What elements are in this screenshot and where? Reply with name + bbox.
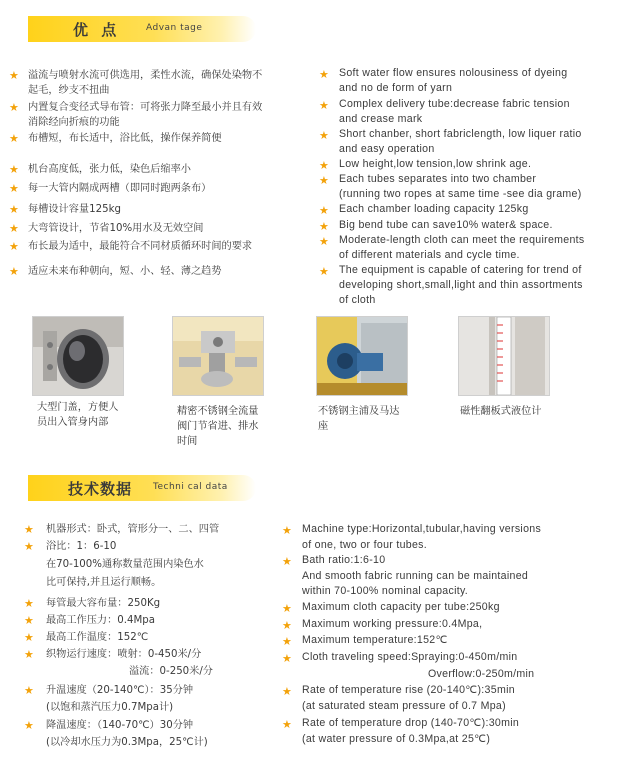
technical-zh-line: 织物运行速度：喷射：0-450米/分 [46, 649, 202, 660]
technical-en-line: Maximum working pressure:0.4Mpa, [302, 618, 483, 630]
advantage-zh-line: 布槽短，布长适中，浴比低，操作保养简便 [28, 133, 222, 144]
technical-zh-line: (以冷却水压力为0.3Mpa，25℃计) [46, 737, 208, 748]
advantage-en-line: Big bend tube can save10% water& space. [339, 219, 553, 231]
technical-en-line: Cloth traveling speed:Spraying:0-450m/min [302, 651, 518, 663]
star-icon: ★ [282, 602, 292, 615]
advantage-en-line: of different materials and cycle time. [339, 249, 520, 261]
advantage-en-line: (running two ropes at same time -see dia grame) [339, 188, 582, 200]
technical-en-line: Machine type:Horizontal,tubular,having versions [302, 523, 542, 535]
advantage-en-line: The equipment is capable of catering for trend of [339, 264, 582, 276]
advantage-zh-line: 大弯管设计，节省10%用水及无效空间 [28, 223, 204, 234]
technical-en-line: Maximum temperature:152℃ [302, 634, 448, 646]
advantages-banner [28, 16, 256, 42]
star-icon: ★ [319, 235, 329, 248]
star-icon: ★ [282, 718, 292, 731]
star-icon: ★ [282, 555, 292, 568]
photo-caption: 精密不锈钢全流量 [177, 406, 259, 417]
star-icon: ★ [9, 203, 19, 216]
technical-zh-line: 最高工作压力：0.4Mpa [46, 615, 156, 626]
star-icon: ★ [319, 265, 329, 278]
technical-title-en: Techni cal data [153, 482, 228, 492]
advantage-en-line: Moderate-length cloth can meet the requirements [339, 234, 585, 246]
technical-en-line: Bath ratio:1:6-10 [302, 554, 386, 566]
star-icon: ★ [24, 614, 34, 627]
advantage-en-line: and no de form of yarn [339, 82, 453, 94]
star-icon: ★ [282, 685, 292, 698]
technical-en-line: Maximum cloth capacity per tube:250kg [302, 601, 500, 613]
technical-en-line: of one, two or four tubes. [302, 539, 427, 551]
star-icon: ★ [9, 182, 19, 195]
advantage-en-line: developing short,small,light and thin assortments [339, 279, 583, 291]
star-icon: ★ [282, 619, 292, 632]
photo-caption: 员出入管身内部 [37, 417, 109, 428]
photo-caption: 阀门节省进、排水 [177, 421, 259, 432]
technical-zh-line: 浴比：1：6-10 [46, 541, 117, 552]
star-icon: ★ [319, 204, 329, 217]
star-icon: ★ [9, 265, 19, 278]
star-icon: ★ [24, 631, 34, 644]
advantage-zh-line: 布长最为适中，最能符合不同材质循环时间的要求 [28, 241, 253, 252]
star-icon: ★ [319, 159, 329, 172]
technical-en-line: Rate of temperature drop (140-70℃):30min [302, 717, 520, 729]
star-icon: ★ [9, 163, 19, 176]
photo-caption: 大型门盖，方便人 [37, 402, 119, 413]
star-icon: ★ [319, 99, 329, 112]
advantage-zh-line: 消除经向折痕的功能 [28, 117, 120, 128]
advantage-en-line: Soft water flow ensures nolousiness of dyeing [339, 67, 568, 79]
photo-caption: 时间 [177, 436, 198, 447]
advantage-en-line: Short chanber, short fabriclength, low liquer ratio [339, 128, 582, 140]
star-icon: ★ [319, 129, 329, 142]
advantage-en-line: Each chamber loading capacity 125kg [339, 203, 529, 215]
photo-caption: 磁性翻板式液位计 [460, 406, 542, 417]
advantage-zh-line: 每一大管内隔成两槽（即同时跑两条布） [28, 183, 212, 194]
advantage-en-line: of cloth [339, 294, 376, 306]
photo-level-gauge [458, 316, 550, 396]
star-icon: ★ [24, 719, 34, 732]
star-icon: ★ [9, 69, 19, 82]
star-icon: ★ [9, 222, 19, 235]
technical-en-line: Rate of temperature rise (20-140℃):35min [302, 684, 515, 696]
star-icon: ★ [9, 240, 19, 253]
advantage-en-line: Complex delivery tube:decrease fabric tension [339, 98, 570, 110]
star-icon: ★ [319, 68, 329, 81]
star-icon: ★ [24, 684, 34, 697]
photo-caption: 座 [318, 421, 329, 432]
photo-caption: 不锈钢主浦及马达 [318, 406, 400, 417]
advantage-en-line: and easy operation [339, 143, 435, 155]
technical-zh-line: 升温速度（20-140℃）：35分钟 [46, 685, 194, 696]
star-icon: ★ [24, 648, 34, 661]
technical-zh-line: 最高工作温度：152℃ [46, 632, 149, 643]
technical-en-line: within 70-100% nominal capacity. [302, 585, 469, 597]
advantage-zh-line: 内置复合变径式导布管：可将张力降至最小并且有效 [28, 102, 263, 113]
photo-pump-motor [316, 316, 408, 396]
star-icon: ★ [282, 524, 292, 537]
star-icon: ★ [24, 540, 34, 553]
photo-valve [172, 316, 264, 396]
advantage-zh-line: 溢流与喷射水流可供选用，柔性水流，确保处染物不 [28, 70, 263, 81]
star-icon: ★ [24, 597, 34, 610]
advantage-en-line: and crease mark [339, 113, 423, 125]
technical-zh-line: 在70-100%通称数量范围内染色水 [46, 559, 204, 570]
technical-zh-line: 每管最大容布量：250Kg [46, 598, 161, 609]
technical-zh-line: 降温速度：（140-70℃）30分钟 [46, 720, 194, 731]
star-icon: ★ [9, 101, 19, 114]
advantages-title-zh: 优 点 [73, 21, 121, 39]
technical-zh-line: 机器形式：卧式，管形分一、二、四管 [46, 524, 220, 535]
technical-zh-line: 溢流：0-250米/分 [129, 666, 213, 677]
technical-en-line: (at water pressure of 0.3Mpa,at 25℃) [302, 733, 491, 745]
advantage-en-line: Low height,low tension,low shrink age. [339, 158, 532, 170]
advantage-zh-line: 适应未来布种朝向，短、小、轻、薄之趋势 [28, 266, 222, 277]
technical-en-line: Overflow:0-250m/min [428, 668, 535, 680]
star-icon: ★ [319, 220, 329, 233]
technical-en-line: (at saturated steam pressure of 0.7 Mpa) [302, 700, 506, 712]
technical-zh-line: 比可保持,并且运行顺畅。 [46, 577, 162, 588]
technical-en-line: And smooth fabric running can be maintained [302, 570, 529, 582]
technical-zh-line: (以饱和蒸汽压力0.7Mpa计) [46, 702, 174, 713]
star-icon: ★ [9, 132, 19, 145]
advantage-zh-line: 机台高度低，张力低，染色后缩率小 [28, 164, 191, 175]
photo-door-cover [32, 316, 124, 396]
star-icon: ★ [24, 523, 34, 536]
advantages-title-en: Advan tage [146, 23, 203, 33]
technical-title-zh: 技术数据 [68, 480, 133, 498]
advantage-zh-line: 起毛，纱支不扭曲 [28, 85, 110, 96]
technical-banner [28, 475, 256, 501]
star-icon: ★ [319, 174, 329, 187]
advantage-en-line: Each tubes separates into two chamber [339, 173, 537, 185]
star-icon: ★ [282, 635, 292, 648]
star-icon: ★ [282, 652, 292, 665]
advantage-zh-line: 每槽设计容量125kg [28, 204, 121, 215]
